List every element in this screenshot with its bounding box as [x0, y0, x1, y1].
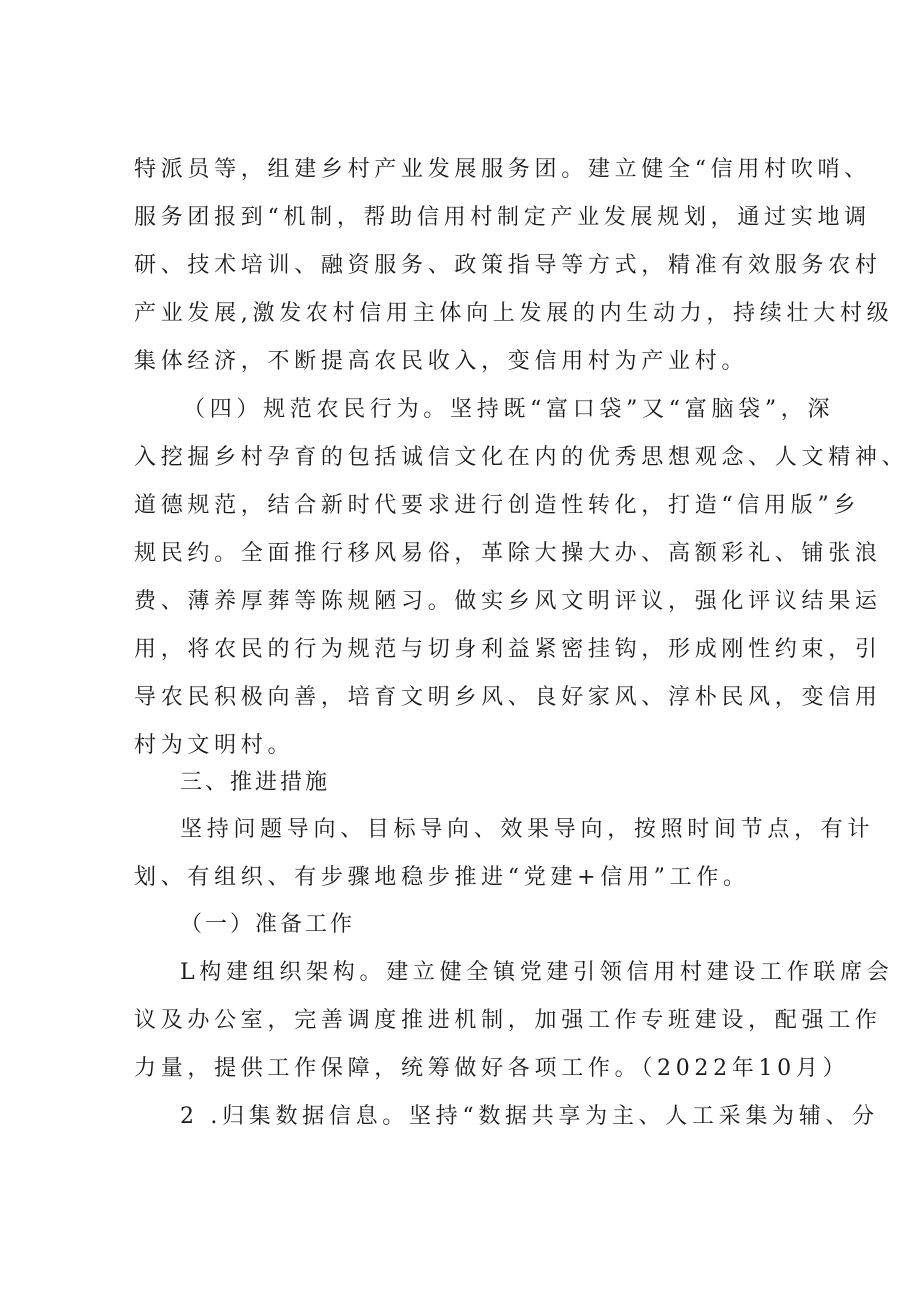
paragraph-3-line-1: 坚持问题导向、目标导向、效果导向，按照时间节点，有计: [180, 817, 875, 842]
paragraph-2-line-1: （四）规范农民行为。坚持既“富口袋”又“富脑袋”，深: [183, 397, 835, 422]
subsection-heading: （一）准备工作: [180, 912, 356, 937]
paragraph-4-line-2: 议及办公室，完善调度推进机制，加强工作专班建设，配强工作: [134, 1008, 882, 1033]
paragraph-2-line-5: 费、薄养厚葬等陈规陋习。做实乡风文明评议，强化评议结果运: [134, 589, 882, 614]
paragraph-4-line-3: 力量，提供工作保障，统筹做好各项工作。（2022年10月）: [134, 1056, 850, 1081]
paragraph-4-line-1: L构建组织架构。建立健全镇党建引领信用村建设工作联席会: [180, 960, 894, 985]
paragraph-1-line-2: 服务团报到“机制，帮助信用村制定产业发展规划，通过实地调: [134, 205, 871, 230]
paragraph-2-line-4: 规民约。全面推行移风易俗，革除大操大办、高额彩礼、铺张浪: [134, 541, 882, 566]
paragraph-2-line-8: 村为文明村。: [134, 733, 295, 758]
paragraph-1-line-1: 特派员等，组建乡村产业发展服务团。建立健全“信用村吹哨、: [134, 157, 871, 182]
paragraph-2-line-7: 导农民积极向善，培育文明乡风、良好家风、淳朴民风，变信用: [134, 685, 882, 710]
paragraph-3-line-2: 划、有组织、有步骤地稳步推进“党建+信用”工作。: [134, 865, 750, 890]
paragraph-1-line-5: 集体经济，不断提高农民收入，变信用村为产业村。: [134, 349, 749, 374]
section-heading: 三、推进措施: [180, 770, 331, 795]
paragraph-1-line-4: 产业发展,激发农村信用主体向上发展的内生动力，持续壮大村级: [134, 301, 894, 326]
paragraph-1-line-3: 研、技术培训、融资服务、政策指导等方式，精准有效服务农村: [134, 253, 882, 278]
paragraph-2-line-6: 用，将农民的行为规范与切身利益紧密挂钩，形成刚性约束，引: [134, 637, 882, 662]
paragraph-2-line-2: 入挖掘乡村孕育的包括诚信文化在内的优秀思想观念、人文精神、: [134, 445, 909, 470]
paragraph-2-line-3: 道德规范，结合新时代要求进行创造性转化，打造“信用版”乡: [134, 493, 861, 518]
paragraph-5-line-1: 2 .归集数据信息。坚持“数据共享为主、人工采集为辅、分: [180, 1104, 879, 1129]
